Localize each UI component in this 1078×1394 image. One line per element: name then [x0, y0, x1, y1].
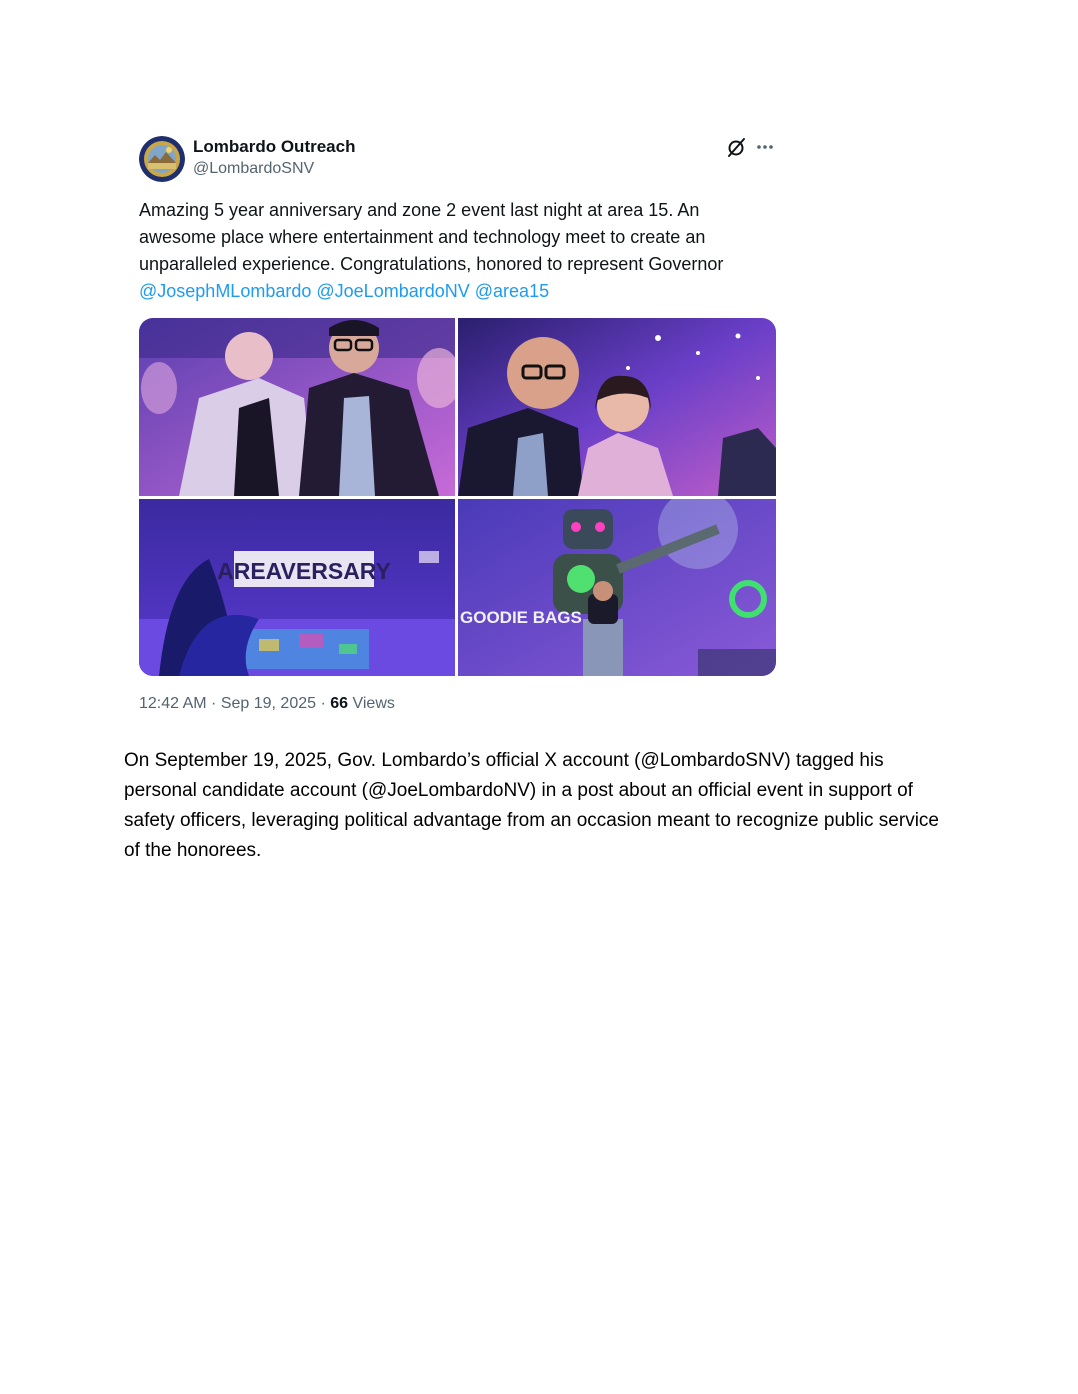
views-label: Views: [348, 695, 395, 712]
avatar[interactable]: [139, 136, 185, 182]
photo-3[interactable]: [139, 499, 455, 676]
mention-link[interactable]: @area15: [474, 281, 550, 301]
photo-4-sign: GOODIE BAGS: [460, 608, 582, 627]
author-handle[interactable]: @LombardoSNV: [193, 160, 315, 177]
tweet-text-part: Amazing 5 year anniversary and zone 2 event last night at area 15. An awesome place where entertainment and technology meet to create an unparalleled experience. Congratulations, honored to represent Governor: [139, 200, 724, 274]
photo-grid: [139, 318, 776, 676]
document-caption: On September 19, 2025, Gov. Lombardo’s official X account (@LombardoSNV) tagged his personal candidate account (@JoeLombardoNV) in a post about an official event in support of safety officers, leveraging political advantage from an occasion meant to recognize public service of the honorees.: [124, 750, 939, 861]
state-seal-icon: [139, 136, 185, 182]
photo-2[interactable]: [458, 318, 776, 496]
photo-3-sign: AREAVERSARY: [217, 558, 391, 584]
tweet-text: [139, 197, 779, 305]
mention-link[interactable]: @JosephMLombardo: [139, 281, 312, 301]
grok-icon[interactable]: [725, 136, 747, 158]
more-icon[interactable]: [755, 137, 775, 157]
timestamp[interactable]: 12:42 AM · Sep 19, 2025 ·: [139, 695, 331, 712]
mention-link[interactable]: @JoeLombardoNV: [316, 281, 470, 301]
photo-4[interactable]: [458, 499, 776, 676]
views-count: 66: [330, 695, 349, 712]
author-name[interactable]: Lombardo Outreach: [193, 137, 356, 156]
tweet-meta: [139, 695, 395, 713]
photo-1[interactable]: [139, 318, 455, 496]
